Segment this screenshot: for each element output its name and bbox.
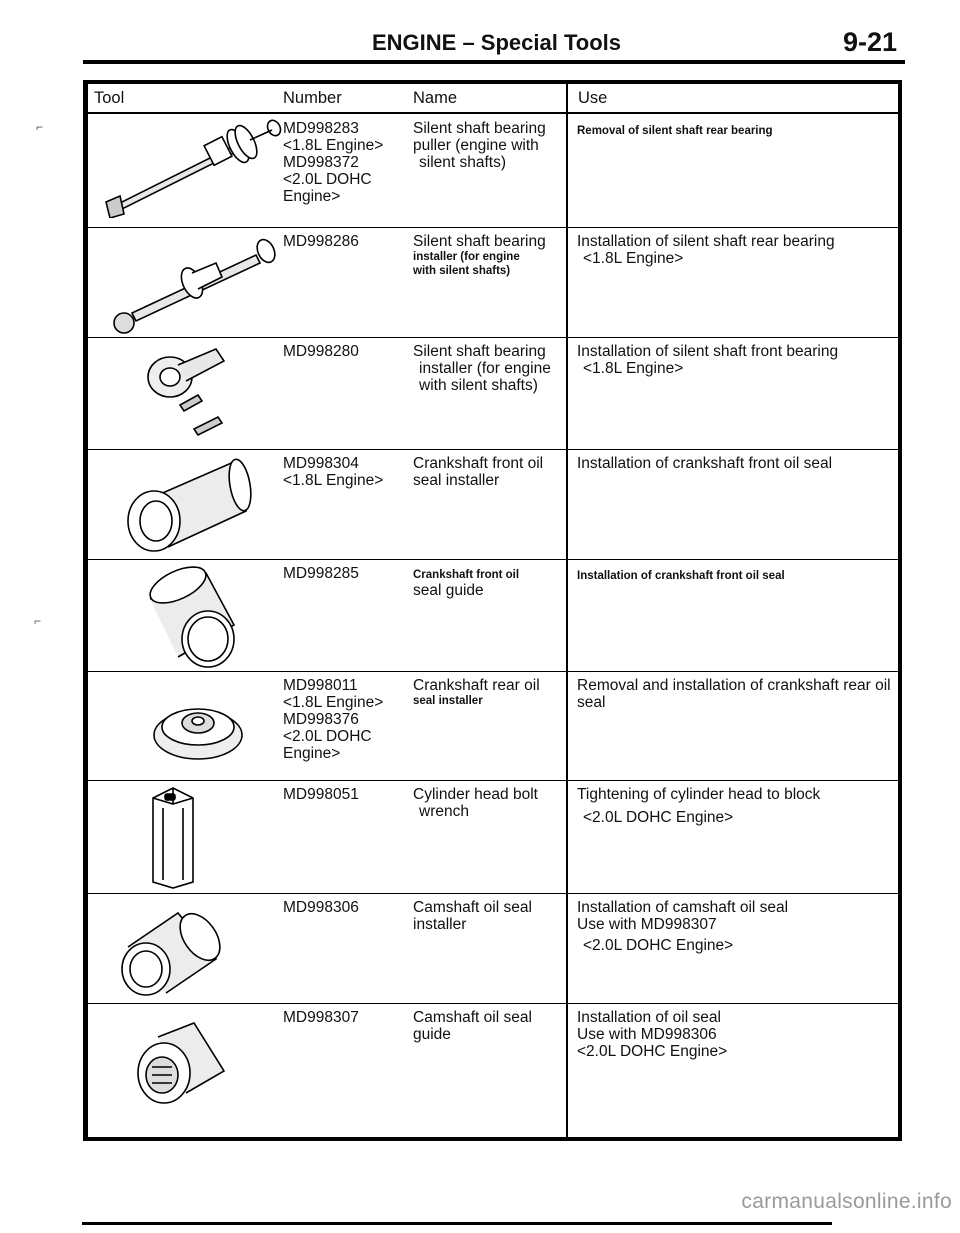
table-row <box>88 671 898 781</box>
tool-number: MD998283 <1.8L Engine> MD998372 <2.0L DOHC Engine> <box>283 120 384 205</box>
table-row <box>88 1003 898 1141</box>
tool-use: Installation of crankshaft front oil seal <box>577 455 833 472</box>
tool-name: Crankshaft front oil seal guide <box>413 569 520 599</box>
tool-use: Installation of oil seal Use with MD998306 <2.0L DOHC Engine> <box>577 1009 728 1060</box>
header-name: Name <box>413 89 458 107</box>
front-seal-installer-icon <box>118 455 278 555</box>
tool-use: Removal and installation of crankshaft rear oil seal <box>577 677 891 711</box>
tool-use: Installation of crankshaft front oil seal <box>577 570 785 582</box>
tool-use: Removal of silent shaft rear bearing <box>577 125 773 137</box>
table-row <box>88 337 898 450</box>
tool-name: Silent shaft bearing installer (for engine with silent shafts) <box>413 233 546 277</box>
table-header <box>88 84 898 114</box>
tool-number: MD998285 <box>283 565 359 582</box>
rear-seal-installer-icon <box>148 695 248 765</box>
head-bolt-wrench-icon <box>143 784 203 890</box>
tool-use: Tightening of cylinder head to block <2.0L DOHC Engine> <box>577 786 821 826</box>
tool-name: Crankshaft front oil seal installer <box>413 455 544 489</box>
table-row <box>88 893 898 1004</box>
tool-number: MD998051 <box>283 786 359 803</box>
tool-number: MD998304 <1.8L Engine> <box>283 455 384 489</box>
table-row <box>88 780 898 894</box>
table-row <box>88 227 898 338</box>
table-row <box>88 559 898 672</box>
tool-number: MD998280 <box>283 343 359 360</box>
page-number: 9-21 <box>843 27 898 57</box>
bearing-puller-icon <box>100 118 290 218</box>
tool-number: MD998306 <box>283 899 359 916</box>
scan-mark: ⌐ <box>36 120 44 134</box>
camshaft-seal-guide-icon <box>128 1017 228 1113</box>
header-tool: Tool <box>94 89 125 107</box>
bearing-installer-icon <box>106 235 286 335</box>
header-number: Number <box>283 89 342 107</box>
footer-rule <box>82 1222 832 1225</box>
tool-name: Cylinder head bolt wrench <box>413 786 538 820</box>
title-rule <box>83 60 905 64</box>
page-title: ENGINE – Special Tools <box>372 30 621 55</box>
table-row <box>88 449 898 560</box>
tool-use: Installation of silent shaft rear bearing <1.8L Engine> <box>577 233 835 267</box>
tool-use: Installation of camshaft oil seal Use with MD998307 <2.0L DOHC Engine> <box>577 899 789 954</box>
tool-number: MD998307 <box>283 1009 359 1026</box>
tool-number: MD998286 <box>283 233 359 250</box>
tool-name: Camshaft oil seal guide <box>413 1009 532 1043</box>
table-row <box>88 114 898 228</box>
header-use: Use <box>578 89 608 107</box>
tool-name: Silent shaft bearing puller (engine with silent shafts) <box>413 120 546 171</box>
front-bearing-installer-icon <box>138 343 258 448</box>
front-seal-guide-icon <box>136 565 256 669</box>
tool-name: Silent shaft bearing installer (for engine with silent shafts) <box>413 343 551 394</box>
special-tools-table <box>83 80 902 1141</box>
scan-mark: ⌐ <box>34 614 42 628</box>
watermark: carmanualsonline.info <box>741 1190 952 1213</box>
tool-use: Installation of silent shaft front bearing <1.8L Engine> <box>577 343 839 377</box>
tool-number: MD998011 <1.8L Engine> MD998376 <2.0L DOHC Engine> <box>283 677 384 762</box>
camshaft-seal-installer-icon <box>116 903 226 999</box>
tool-name: Camshaft oil seal installer <box>413 899 532 933</box>
tool-name: Crankshaft rear oil seal installer <box>413 677 540 707</box>
